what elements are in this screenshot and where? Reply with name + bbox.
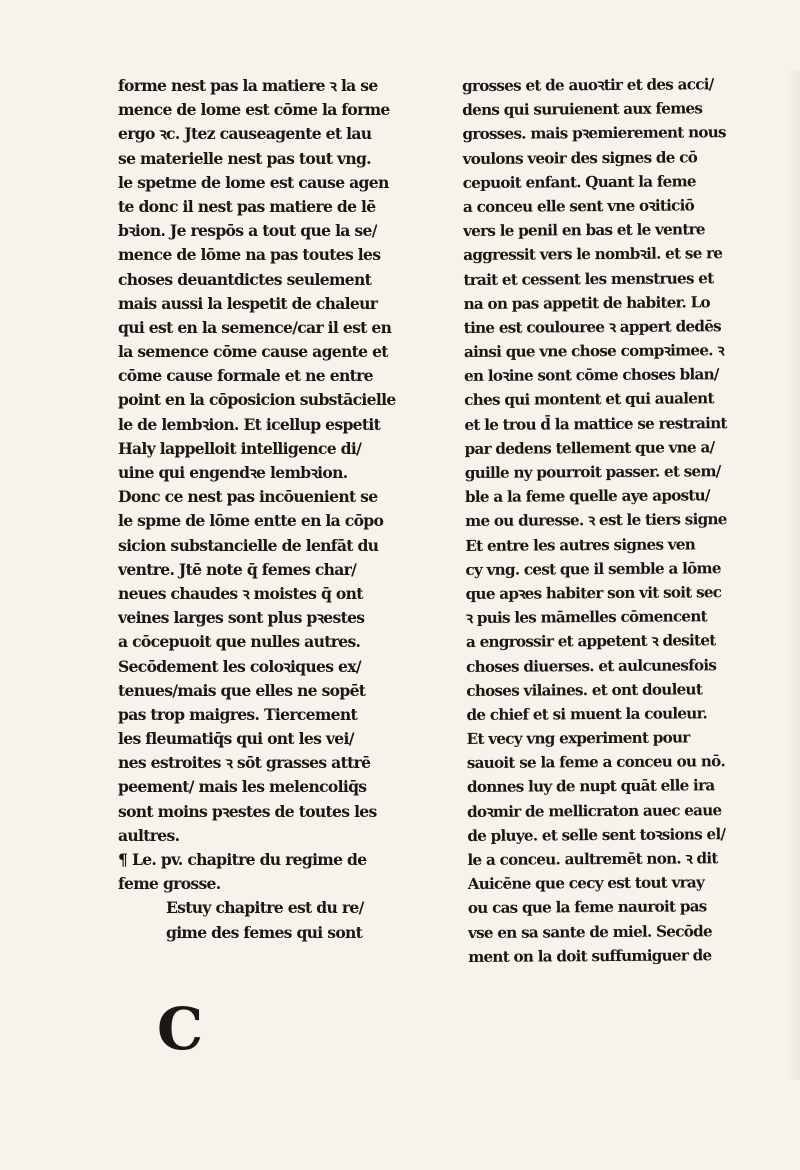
text-line: Donc ce nest pas incōuenient se <box>118 487 378 507</box>
page-edge-shadow <box>786 70 800 1080</box>
text-line: de chief et si muent la couleur. <box>466 704 708 724</box>
text-line: point en la cōposicion substācielle <box>118 390 396 410</box>
text-line: ꝛ puis les māmelles cōmencent <box>465 607 707 628</box>
text-line: les fleumatiq̄s qui ont les vei/ <box>118 729 354 749</box>
text-line: mais aussi la lespetit de chaleur <box>118 293 378 313</box>
drop-cap: C <box>157 995 204 1063</box>
text-line: par dedens tellement que vne a/ <box>464 438 715 458</box>
text-line: grosses et de auoꝛtir et des acci/ <box>462 75 714 95</box>
text-line: et le trou d̄ la mattice se restraint <box>464 413 727 434</box>
text-line: uine qui engendꝛe lembꝛion. <box>118 463 348 482</box>
right-column <box>462 72 798 969</box>
text-line: a engrossir et appetent ꝛ desitet <box>465 631 716 652</box>
text-line: peement/ mais les melencoliq̄s <box>118 777 367 797</box>
text-line: donnes luy de nupt quāt elle ira <box>466 776 715 797</box>
text-line: choses vilaines. et ont douleut <box>466 680 703 700</box>
text-line: en loꝛine sont cōme choses blan/ <box>464 365 719 386</box>
text-line: tenues/mais que elles ne sopēt <box>118 680 366 700</box>
chapter-heading: ¶ Le. pv. chapitre du regime de <box>118 850 367 869</box>
text-line: ment on la doit suffumiguer de <box>468 946 712 966</box>
text-line: Secōdement les coloꝛiques ex/ <box>118 656 361 676</box>
text-line: Et vecy vng experiment pour <box>466 728 690 749</box>
text-line: vse en sa sante de miel. Secōde <box>467 921 712 942</box>
text-line: qui est en la semence/car il est en <box>118 317 392 337</box>
text-line: ble a la feme quelle aye apostu/ <box>464 486 710 507</box>
text-line: bꝛion. Je respōs a tout que la se/ <box>118 221 377 241</box>
text-line: aggressit vers le nombꝛil. et se re <box>463 244 723 265</box>
text-line: trait et cessent les menstrues et <box>463 268 714 289</box>
text-line: vers le penil en bas et le ventre <box>463 220 705 241</box>
text-line: me ou duresse. ꝛ est le tiers signe <box>465 510 727 531</box>
text-line: ainsi que vne chose compꝛimee. ꝛ <box>463 341 724 362</box>
text-line: sont moins pꝛestes de toutes les <box>118 801 377 821</box>
text-line: te donc il nest pas matiere de lē <box>118 196 376 216</box>
text-line: neues chaudes ꝛ moistes q̄ ont <box>118 583 363 603</box>
text-line: mence de lōme na pas toutes les <box>118 245 381 265</box>
text-line: cepuoit enfant. Quant la feme <box>462 172 696 192</box>
text-line: Estuy chapitre est du re/ <box>166 898 364 918</box>
text-line: le spetme de lome est cause agen <box>118 172 389 192</box>
text-line: aultres. <box>118 825 180 845</box>
text-line: ches qui montent et qui aualent <box>464 389 714 410</box>
text-line: le de lembꝛion. Et icellup espetit <box>118 414 381 434</box>
text-line: ou cas que la feme nauroit pas <box>467 897 707 918</box>
text-line: tine est coulouree ꝛ appert dedēs <box>463 317 722 337</box>
text-line: le a conceu. aultremēt non. ꝛ dit <box>467 849 718 869</box>
text-line: a cōcepuoit que nulles autres. <box>118 632 361 652</box>
text-line: choses diuerses. et aulcunesfois <box>466 655 717 676</box>
text-line: na on pas appetit de habiter. Lo <box>463 292 710 313</box>
text-line: guille ny pourroit passer. et sem/ <box>464 462 721 482</box>
text-line: sauoit se la feme a conceu ou nō. <box>466 752 726 773</box>
text-line: se materielle nest pas tout vng. <box>118 148 371 168</box>
text-line: grosses. mais pꝛemierement nous <box>462 123 726 144</box>
text-line: la semence cōme cause agente et <box>118 342 388 362</box>
text-line: mence de lome est cōme la forme <box>118 100 390 120</box>
text-line: Et entre les autres signes ven <box>465 534 696 555</box>
text-line: a conceu elle sent vne oꝛiticiō <box>462 196 695 216</box>
text-line: que apꝛes habiter son vit soit sec <box>465 583 722 603</box>
text-line: ventre. Jtē note q̄ femes char/ <box>118 559 357 579</box>
text-line: le spme de lōme entte en la cōpo <box>118 511 384 531</box>
text-line: dens qui suruienent aux femes <box>462 99 703 120</box>
text-line: nes estroites ꝛ sōt grasses attrē <box>118 753 371 773</box>
text-line: pas trop maigres. Tiercement <box>118 704 358 724</box>
text-line: doꝛmir de mellicraton auec eaue <box>467 800 722 821</box>
text-line: sicion substancielle de lenfāt du <box>118 535 379 555</box>
text-line: cy vng. cest que il semble a lōme <box>465 558 721 579</box>
text-line: ergo ꝛc. Jtez causeagente et lau <box>118 124 372 144</box>
text-line: choses deuantdictes seulement <box>118 269 372 289</box>
text-line: forme nest pas la matiere ꝛ la se <box>118 76 378 95</box>
text-line: voulons veoir des signes de cō <box>462 147 698 168</box>
text-line: de pluye. et selle sent toꝛsions el/ <box>467 824 726 845</box>
text-line: cōme cause formale et ne entre <box>118 366 373 386</box>
chapter-heading: feme grosse. <box>118 874 221 894</box>
left-column <box>118 74 454 945</box>
text-line: gime des femes qui sont <box>166 922 363 942</box>
text-line: Haly lappelloit intelligence di/ <box>118 438 362 458</box>
text-line: veines larges sont plus pꝛestes <box>118 608 365 628</box>
text-line: Auicēne que cecy est tout vray <box>467 873 705 894</box>
